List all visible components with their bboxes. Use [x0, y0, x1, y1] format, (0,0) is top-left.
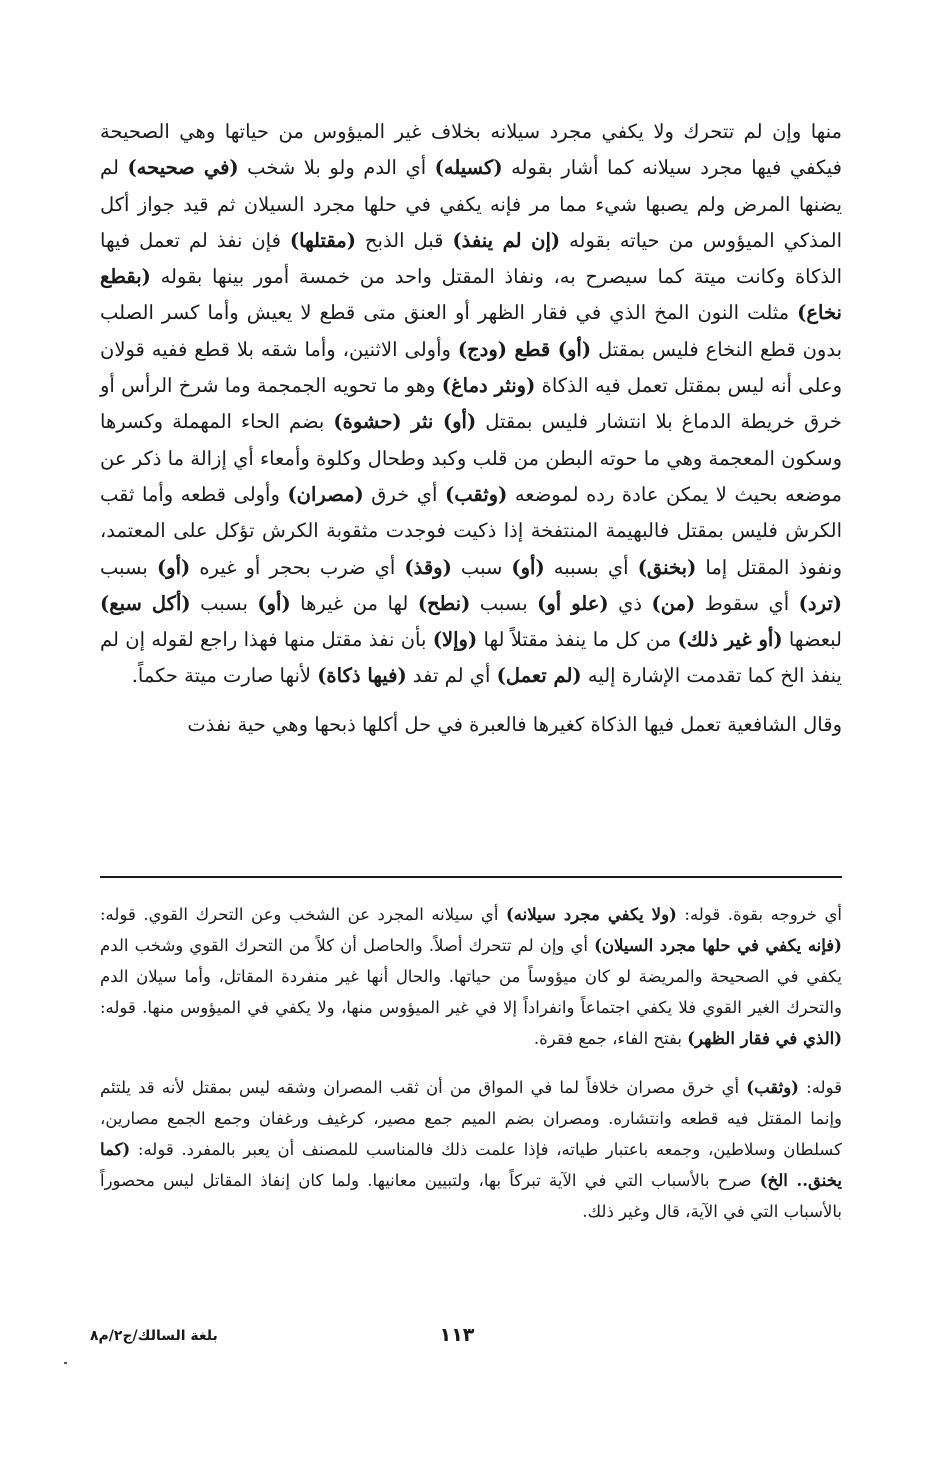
main-body-text — [100, 114, 842, 743]
bold-term: (وثقب) — [444, 482, 508, 506]
bold-term: (علو أو) — [537, 591, 609, 615]
bold-term: (إن لم ينفذ) — [452, 228, 561, 252]
bold-term: (أكل سبع) — [100, 591, 191, 615]
bold-term: (فيها ذكاة) — [317, 664, 407, 688]
bold-term: (بقطع نخاع) — [100, 265, 842, 325]
page-number: ١١٣ — [439, 1324, 475, 1346]
bold-term: (فإنه يكفي في حلها مجرد السيلان) — [594, 936, 842, 955]
bold-term: (أو) قطع (ودج) — [457, 337, 592, 361]
bold-term: (وقذ) — [404, 555, 452, 579]
main-paragraph: منها وإن لم تتحرك ولا يكفي مجرد سيلانه بخلاف غير الميؤوس من حياتها وهي الصحيحة فيكفي فيها مجرد سيلانه كما أشار بقوله (كسيله) أي الدم ولو بلا شخب (في صحيحه) لم يضنها المرض ولم يصبها شيء مما مر فإنه يكفي في حلها مجرد السيلان ثم قيد جواز أكل المذكي الميؤوس من حياته بقوله (إن لم ينفذ) قبل الذبح (مقتلها) فإن نفذ لم تعمل فيها الذكاة وكانت ميتة كما سيصرح به، ونفاذ المقتل واحد من خمسة أمور بينها بقوله (بقطع نخاع) مثلت النون المخ الذي في فقار الظهر أو العنق متى قطع لا يعيش وأما كسر الصلب بدون قطع النخاع فليس بمقتل (أو) قطع (ودج) وأولى الاثنين، وأما شقه بلا قطع ففيه قولان وعلى أنه ليس بمقتل تعمل فيه الذكاة (ونثر دماغ) وهو ما تحويه الجمجمة وما شرخ الرأس أو خرق خريطة الدماغ بلا انتشار فليس بمقتل (أو) نثر (حشوة) بضم الحاء المهملة وكسرها وسكون المعجمة وهي ما حوته البطن من قلب وكبد وطحال وكلوة وأمعاء أي إزالة ما ذكر عن موضعه بحيث لا يمكن عادة رده لموضعه (وثقب) أي خرق (مصران) وأولى قطعه وأما ثقب الكرش فليس بمقتل فالبهيمة المنتفخة إذا ذكيت فوجدت مثقوبة الكرش تؤكل على المعتمد، ونفوذ المقتل إما (بخنق) أي بسببه (أو) سبب (وقذ) أي ضرب بحجر أو غيره (أو) بسبب (ترد) أي سقوط (من) ذي (علو أو) بسبب (نطح) لها من غيرها (أو) بسبب (أكل سبع) لبعضها (أو غير ذلك) من كل ما ينفذ مقتلاً لها (وإلا) بأن نفذ مقتل منها فهذا راجع لقوله إن لم ينفذ الخ كما تقدمت الإشارة إليه (لم تعمل) أي لم تفد (فيها ذكاة) لأنها صارت ميتة حكماً. — [100, 120, 843, 688]
bold-term: (ولا يكفي مجرد سيلانه) — [505, 905, 677, 924]
bold-term: (وثقب) — [746, 1078, 799, 1097]
signature-mark: بلغة السالك/ج٢/م٨ — [90, 1328, 218, 1344]
footnote-separator — [100, 876, 842, 878]
bold-term: (كما يخنق.. الخ) — [100, 1140, 842, 1190]
bold-term: (كسيله) — [434, 156, 503, 180]
bold-term: (مصران) — [287, 482, 364, 506]
bold-term: (أو) — [511, 555, 545, 579]
bold-term: (أو غير ذلك) — [677, 628, 783, 652]
bold-term: (ترد) — [798, 591, 842, 615]
bold-term: (أو) نثر (حشوة) — [333, 410, 477, 434]
bold-term: (أو) — [156, 555, 191, 579]
main-paragraph-continued: وقال الشافعية تعمل فيها الذكاة كغيرها فالعبرة في حل أكلها ذبحها وهي حية نفذت — [187, 712, 842, 736]
footnote-paragraph: قوله: (وثقب) أي خرق مصران خلافاً لما في المواق من أن ثقب المصران وشقه ليس بمقتل لأنه قد يلتئم وإنما المقتل فيه قطعه وانتشاره. ومصران بضم الميم جمع مصير، كرغيف ورغفان وجمع الجمع مصارين، كسلطان وسلاطين، وجمعه باعتبار طياته، فإذا علمت ذلك فالمناسب للمصنف أن يعبر بالمفرد. قوله: (كما يخنق.. الخ) صرح بالأسباب التي في الآية تبركاً بها، ولتبيين معانيها. ولما كان إنفاذ المقاتل ليس محصوراً بالأسباب التي في الآية، قال وغير ذلك. — [100, 1078, 842, 1221]
bold-term: (في صحيحه) — [127, 156, 239, 180]
scan-speck — [64, 1362, 67, 1364]
bold-term: (الذي في فقار الظهر) — [687, 1029, 842, 1048]
bold-term: (بخنق) — [637, 555, 697, 579]
footnote-paragraph: أي خروجه بقوة. قوله: (ولا يكفي مجرد سيلانه) أي سيلانه المجرد عن الشخب وعن التحرك القوي. قوله: (فإنه يكفي في حلها مجرد السيلان) أي وإن لم تتحرك أصلاً. والحاصل أن كلاً من التحرك القوي وشخب الدم يكفي في الصحيحة والمريضة لو كان ميؤوساً من حياتها. والحال أنها غير منفردة المقاتل، وأما سيلان الدم والتحرك الغير القوي فلا يكفي اجتماعاً وانفراداً إلا في غير الميؤوس منها، ولا يكفي في الميؤوس منها. قوله: (الذي في فقار الظهر) بفتح الفاء، جمع فقرة. — [100, 905, 842, 1048]
bold-term: (نطح) — [417, 591, 471, 615]
bold-term: (ونثر دماغ) — [441, 374, 536, 398]
bold-term: (من) — [651, 591, 696, 615]
bold-term: (مقتلها) — [289, 228, 356, 252]
bold-term: (وإلا) — [432, 628, 478, 652]
bold-term: (أو) — [257, 591, 291, 615]
footnotes-section — [100, 899, 842, 1227]
bold-term: (لم تعمل) — [496, 664, 582, 688]
